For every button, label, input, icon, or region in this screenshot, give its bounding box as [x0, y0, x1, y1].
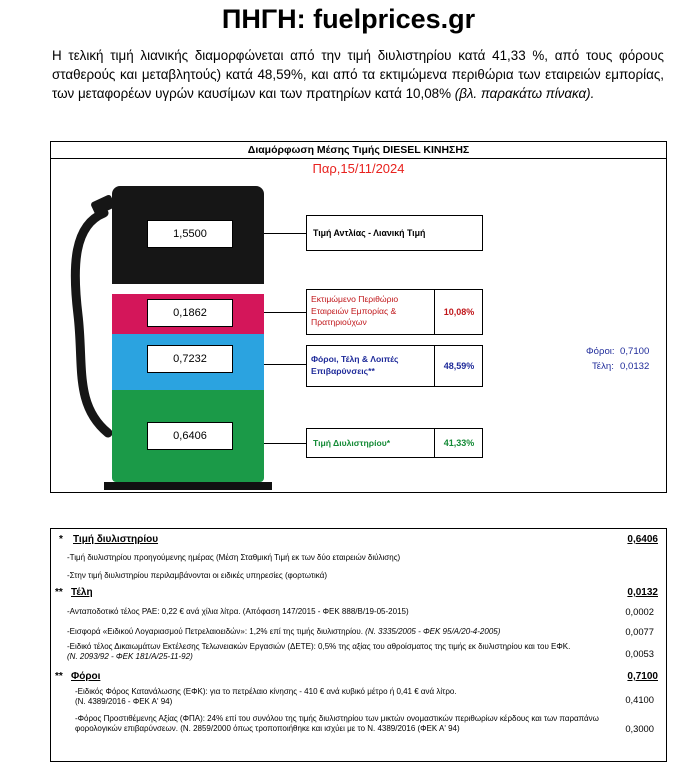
- margin-value: 0,1862: [147, 299, 233, 327]
- page-title: ΠΗΓΗ: fuelprices.gr: [221, 4, 476, 34]
- taxes-label-box: [306, 345, 483, 387]
- refinery-label: Τιμή Διυλιστηρίου*: [313, 438, 391, 448]
- taxes-label: Φόροι, Τέλη & Λοιπές Επιβαρύνσεις**: [311, 354, 399, 376]
- taxes-value: 0,7232: [147, 345, 233, 373]
- star-mark: *: [59, 534, 63, 545]
- side-teli-label: Τέλη:: [592, 361, 614, 372]
- fee-item-ref: (Ν. 3335/2005 - ΦΕΚ 95/Α/20-4-2005): [365, 627, 501, 636]
- panel-date: Παρ,15/11/2024: [312, 161, 405, 176]
- tax-item-value: 0,4100: [625, 694, 654, 705]
- cost-breakdown-table: [50, 528, 667, 762]
- margin-label-box: [306, 289, 483, 335]
- pump-base: [104, 482, 272, 490]
- tax-item-ref: (Ν. 4389/2016 - ΦΕΚ Α' 94): [75, 697, 173, 706]
- star-mark: **: [55, 671, 63, 682]
- star-mark: **: [55, 587, 63, 598]
- fee-item-value: 0,0002: [625, 606, 654, 617]
- margin-label: Εκτιμώμενο Περιθώριο Εταιρειών Εμπορίας & Πρατηριούχων: [311, 294, 399, 327]
- refinery-percent: 41,33%: [434, 429, 483, 457]
- connector-line: [264, 443, 306, 444]
- fee-item-value: 0,0053: [625, 648, 654, 659]
- tax-item-ref: (Ν. 2859/2000 όπως τροποποιήθηκε και ισχύει με το Ν. 4389/2016 (ΦΕΚ Α' 94): [180, 724, 460, 733]
- retail-label: Τιμή Αντλίας - Λιανική Τιμή: [313, 228, 426, 238]
- tax-item-text: [75, 687, 595, 707]
- refinery-total: 0,6406: [627, 534, 658, 545]
- fee-item-value: 0,0077: [625, 626, 654, 637]
- fee-item-text: [67, 627, 607, 637]
- connector-line: [264, 233, 306, 234]
- intro-text: Η τελική τιμή λιανικής διαμορφώνεται από την τιμή διυλιστηρίου κατά 41,33 %, από τους φόρους σταθερούς και μεταβλητούς) κατά 48,59%, και από τα εκτιμώμενα περιθώρια των εταιρειών εμπορίας, των μεταφορέων υγρών καυσίμων και των πρατηρίων κατά 10,08%: [52, 48, 664, 101]
- connector-line: [264, 364, 306, 365]
- taxes-percent: 48,59%: [434, 346, 483, 386]
- refinery-note: -Στην τιμή διυλιστηρίου περιλαμβάνονται οι ειδικές υπηρεσίες (φορτωτικά): [67, 571, 327, 580]
- tax-item-text: [75, 714, 605, 734]
- fee-item-text: [67, 642, 607, 662]
- margin-percent: 10,08%: [434, 290, 483, 334]
- fee-item-desc: -Ειδικό τέλος Δικαιωμάτων Εκτέλεσης Τελωνειακών Εργασιών (ΔΕΤΕ): 0,5% της αξίας του αθροίσματος της τιμής εκ διυλιστηρίου και του ΕΦΚ.: [67, 642, 571, 651]
- fee-item-desc: -Εισφορά «Ειδικού Λογαριασμού Πετρελαιοειδών»: 1,2% επί της τιμής διυλιστηρίου.: [67, 627, 363, 636]
- tax-item-desc: -Φόρος Προστιθέμενης Αξίας (ΦΠΑ): 24% επί του συνόλου της τιμής διυλιστηρίου των μικτών ονομαστικών περιθωρίων κέρδους και των παραπάνω φορολογικών επιβαρύνσεων.: [75, 714, 599, 733]
- tax-item-desc: -Ειδικός Φόρος Κατανάλωσης (ΕΦΚ): για το πετρέλαιο κίνησης - 410 € ανά κυβικό μέτρο ή 0,41 € ανά λίτρο.: [75, 687, 457, 696]
- panel-title: Διαμόρφωση Μέσης Τιμής DIESEL ΚΙΝΗΣΗΣ: [51, 142, 666, 159]
- fee-item-ref: (Ν. 2093/92 - ΦΕΚ 181/Α/25-11-92): [67, 652, 193, 661]
- fee-item-text: -Ανταποδοτικό τέλος ΡΑΕ: 0,22 € ανά χίλια λίτρα. (Απόφαση 147/2015 - ΦΕΚ 888/Β/19-05-2015): [67, 607, 409, 616]
- refinery-value: 0,6406: [147, 422, 233, 450]
- fees-total: 0,0132: [627, 587, 658, 598]
- refinery-label-box: [306, 428, 483, 458]
- refinery-note: -Τιμή διυλιστηρίου προηγούμενης ημέρας (Μέση Σταθμική Τιμή εκ των δύο εταιρειών διύλισης): [67, 553, 401, 562]
- tax-item-value: 0,3000: [625, 723, 654, 734]
- side-foroi-label: Φόροι:: [586, 346, 615, 357]
- taxes-total: 0,7100: [627, 671, 658, 682]
- side-teli-value: 0,0132: [620, 361, 650, 372]
- retail-price-value: 1,5500: [147, 220, 233, 248]
- retail-label-box: [306, 215, 483, 251]
- intro-paragraph: [52, 46, 664, 103]
- fees-heading: Τέλη: [71, 587, 93, 598]
- connector-line: [264, 312, 306, 313]
- side-foroi-value: 0,7100: [620, 346, 650, 357]
- intro-note: (βλ. παρακάτω πίνακα).: [454, 86, 595, 101]
- taxes-heading: Φόροι: [71, 671, 101, 682]
- refinery-heading: Τιμή διυλιστηρίου: [73, 534, 159, 545]
